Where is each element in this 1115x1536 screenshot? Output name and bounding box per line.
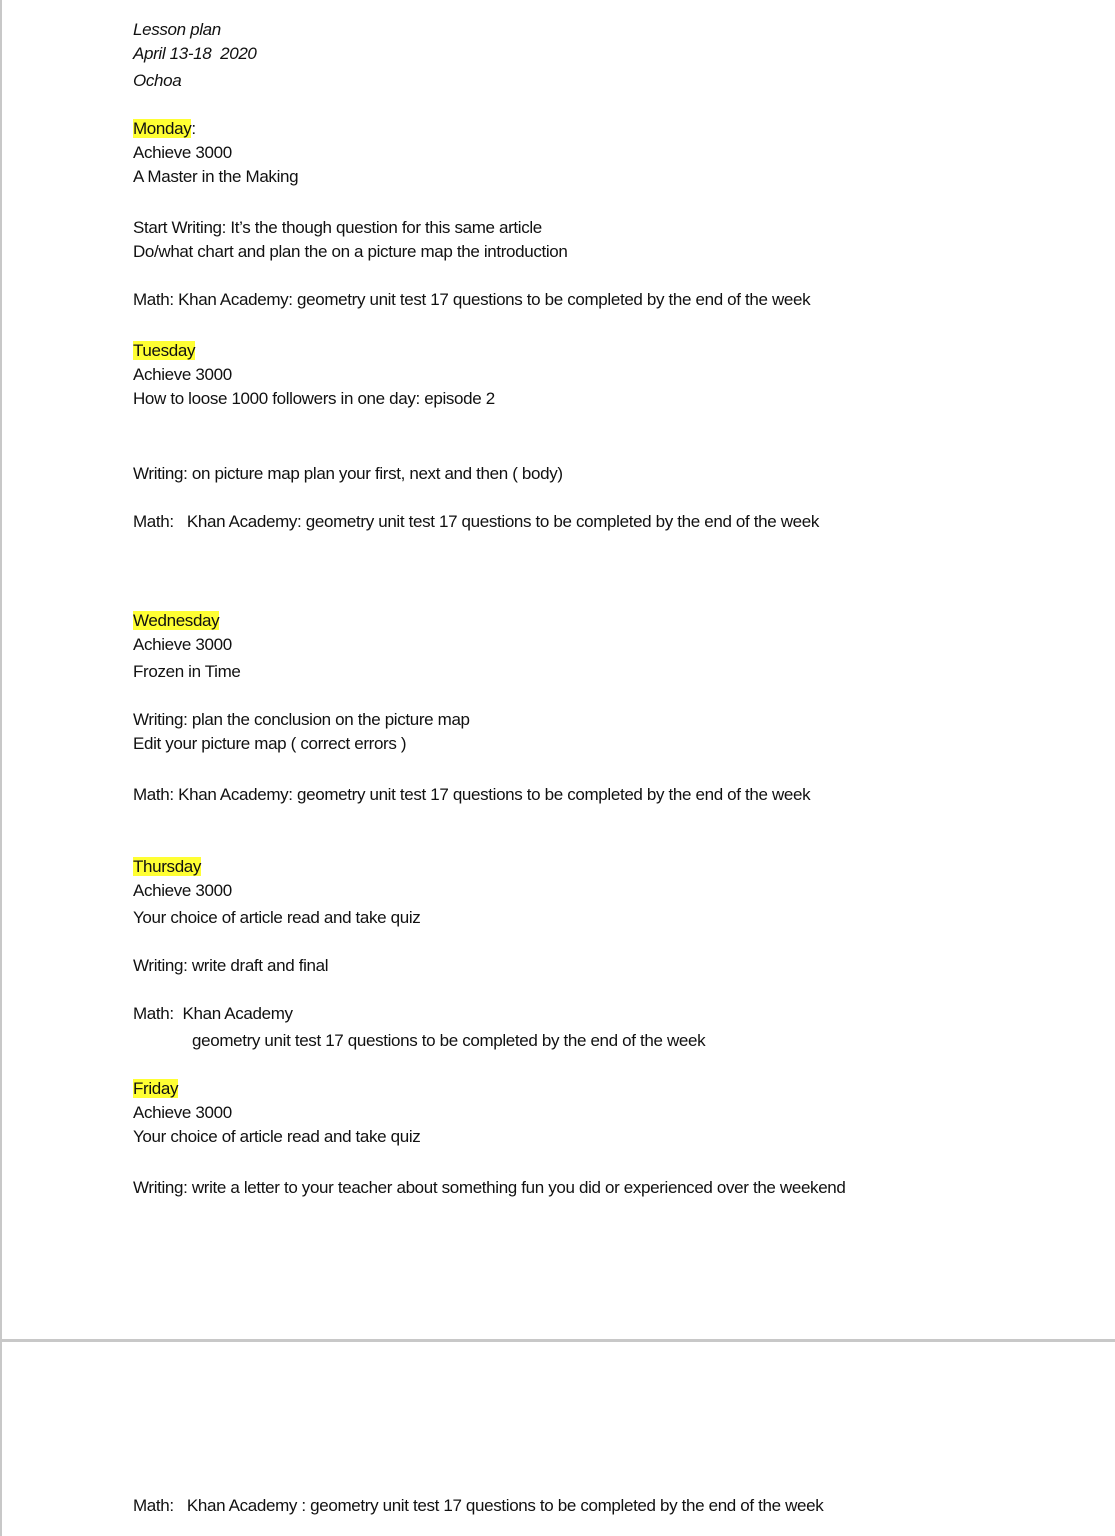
wednesday-label: Wednesday bbox=[133, 611, 220, 630]
monday-article: A Master in the Making bbox=[133, 167, 299, 186]
wednesday-article: Frozen in Time bbox=[133, 662, 241, 681]
wednesday-writing-1: Writing: plan the conclusion on the picture map bbox=[133, 710, 470, 729]
wednesday-heading bbox=[133, 610, 219, 632]
tuesday-article: How to loose 1000 followers in one day: episode 2 bbox=[133, 389, 495, 408]
thursday-program: Achieve 3000 bbox=[133, 881, 232, 900]
monday-writing-1: Start Writing: It’s the though question for this same article bbox=[133, 218, 542, 237]
thursday-math-1: Math: Khan Academy bbox=[133, 1004, 293, 1023]
monday-colon: : bbox=[191, 119, 196, 138]
friday-article: Your choice of article read and take quiz bbox=[133, 1127, 421, 1146]
thursday-label: Thursday bbox=[133, 857, 202, 876]
page-left-border bbox=[0, 0, 2, 1536]
monday-label: Monday bbox=[133, 119, 192, 138]
monday-heading bbox=[133, 118, 196, 140]
monday-program: Achieve 3000 bbox=[133, 143, 232, 162]
wednesday-writing-2: Edit your picture map ( correct errors ) bbox=[133, 734, 407, 753]
page-break bbox=[0, 1339, 1115, 1342]
wednesday-math: Math: Khan Academy: geometry unit test 17 questions to be completed by the end of the week bbox=[133, 785, 811, 804]
tuesday-math: Math: Khan Academy: geometry unit test 17 questions to be completed by the end of the week bbox=[133, 512, 820, 531]
thursday-heading bbox=[133, 856, 201, 878]
doc-dates: April 13-18 2020 bbox=[133, 44, 257, 63]
friday-program: Achieve 3000 bbox=[133, 1103, 232, 1122]
tuesday-program: Achieve 3000 bbox=[133, 365, 232, 384]
friday-writing: Writing: write a letter to your teacher about something fun you did or experienced over the weekend bbox=[133, 1178, 846, 1197]
wednesday-program: Achieve 3000 bbox=[133, 635, 232, 654]
tuesday-label: Tuesday bbox=[133, 341, 196, 360]
tuesday-heading bbox=[133, 340, 195, 362]
friday-math: Math: Khan Academy : geometry unit test 17 questions to be completed by the end of the week bbox=[133, 1496, 824, 1515]
doc-title: Lesson plan bbox=[133, 20, 221, 39]
thursday-article: Your choice of article read and take quiz bbox=[133, 908, 421, 927]
monday-math: Math: Khan Academy: geometry unit test 17 questions to be completed by the end of the week bbox=[133, 290, 811, 309]
thursday-math-2: geometry unit test 17 questions to be completed by the end of the week bbox=[192, 1031, 706, 1050]
tuesday-writing: Writing: on picture map plan your first, next and then ( body) bbox=[133, 464, 563, 483]
thursday-writing: Writing: write draft and final bbox=[133, 956, 329, 975]
doc-teacher: Ochoa bbox=[133, 71, 182, 90]
monday-writing-2: Do/what chart and plan the on a picture map the introduction bbox=[133, 242, 568, 261]
friday-label: Friday bbox=[133, 1079, 179, 1098]
friday-heading bbox=[133, 1078, 178, 1100]
